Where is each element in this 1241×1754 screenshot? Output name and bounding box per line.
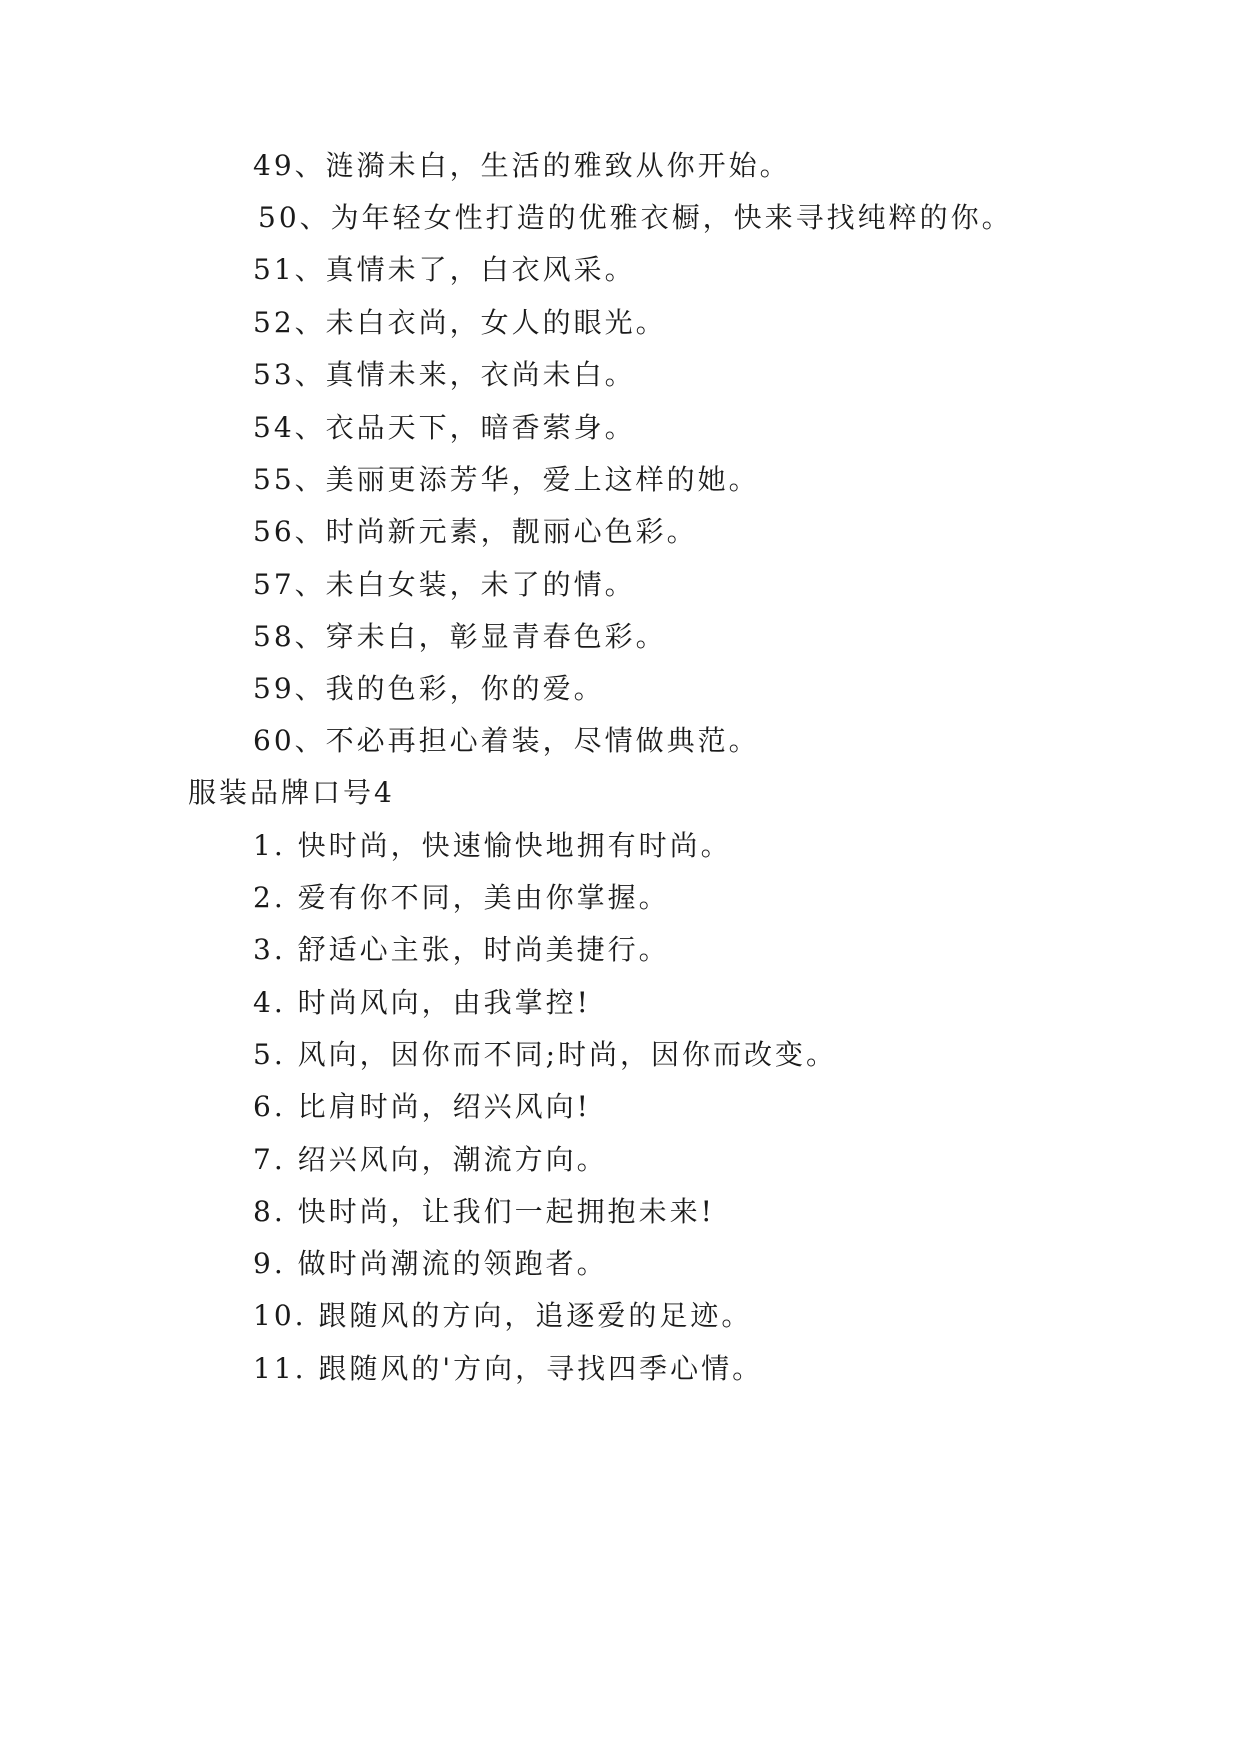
section-heading: 服装品牌口号4: [188, 776, 395, 809]
slogan-item-8: 8. 快时尚，让我们一起拥抱未来!: [253, 1195, 715, 1228]
slogan-item-9: 9. 做时尚潮流的领跑者。: [253, 1247, 608, 1280]
slogan-item-2: 2. 爱有你不同，美由你掌握。: [253, 881, 670, 914]
slogan-item-4: 4. 时尚风向，由我掌控!: [253, 986, 591, 1019]
slogan-line-51: 51、真情未了，白衣风采。: [253, 253, 636, 286]
slogan-line-53: 53、真情未来，衣尚未白。: [253, 358, 636, 391]
slogan-line-57: 57、未白女装，未了的情。: [253, 568, 636, 601]
slogan-item-5: 5. 风向，因你而不同;时尚，因你而改变。: [253, 1038, 838, 1071]
slogan-line-50: 50、为年轻女性打造的优雅衣橱，快来寻找纯粹的你。: [258, 201, 1013, 234]
slogan-item-7: 7. 绍兴风向，潮流方向。: [253, 1143, 608, 1176]
slogan-item-11: 11. 跟随风的'方向，寻找四季心情。: [253, 1352, 764, 1385]
slogan-line-55: 55、美丽更添芳华，爱上这样的她。: [253, 463, 760, 496]
slogan-line-49: 49、涟漪未白，生活的雅致从你开始。: [253, 149, 791, 182]
slogan-line-52: 52、未白衣尚，女人的眼光。: [253, 306, 667, 339]
slogan-line-60: 60、不必再担心着装，尽情做典范。: [253, 724, 760, 757]
slogan-line-58: 58、穿未白，彰显青春色彩。: [253, 620, 667, 653]
slogan-line-59: 59、我的色彩，你的爱。: [253, 672, 605, 705]
slogan-item-1: 1. 快时尚，快速愉快地拥有时尚。: [253, 829, 732, 862]
slogan-item-6: 6. 比肩时尚，绍兴风向!: [253, 1090, 591, 1123]
slogan-line-56: 56、时尚新元素，靓丽心色彩。: [253, 515, 698, 548]
slogan-item-10: 10. 跟随风的方向，追逐爱的足迹。: [253, 1299, 753, 1332]
slogan-item-3: 3. 舒适心主张，时尚美捷行。: [253, 933, 670, 966]
slogan-line-54: 54、衣品天下，暗香萦身。: [253, 411, 636, 444]
